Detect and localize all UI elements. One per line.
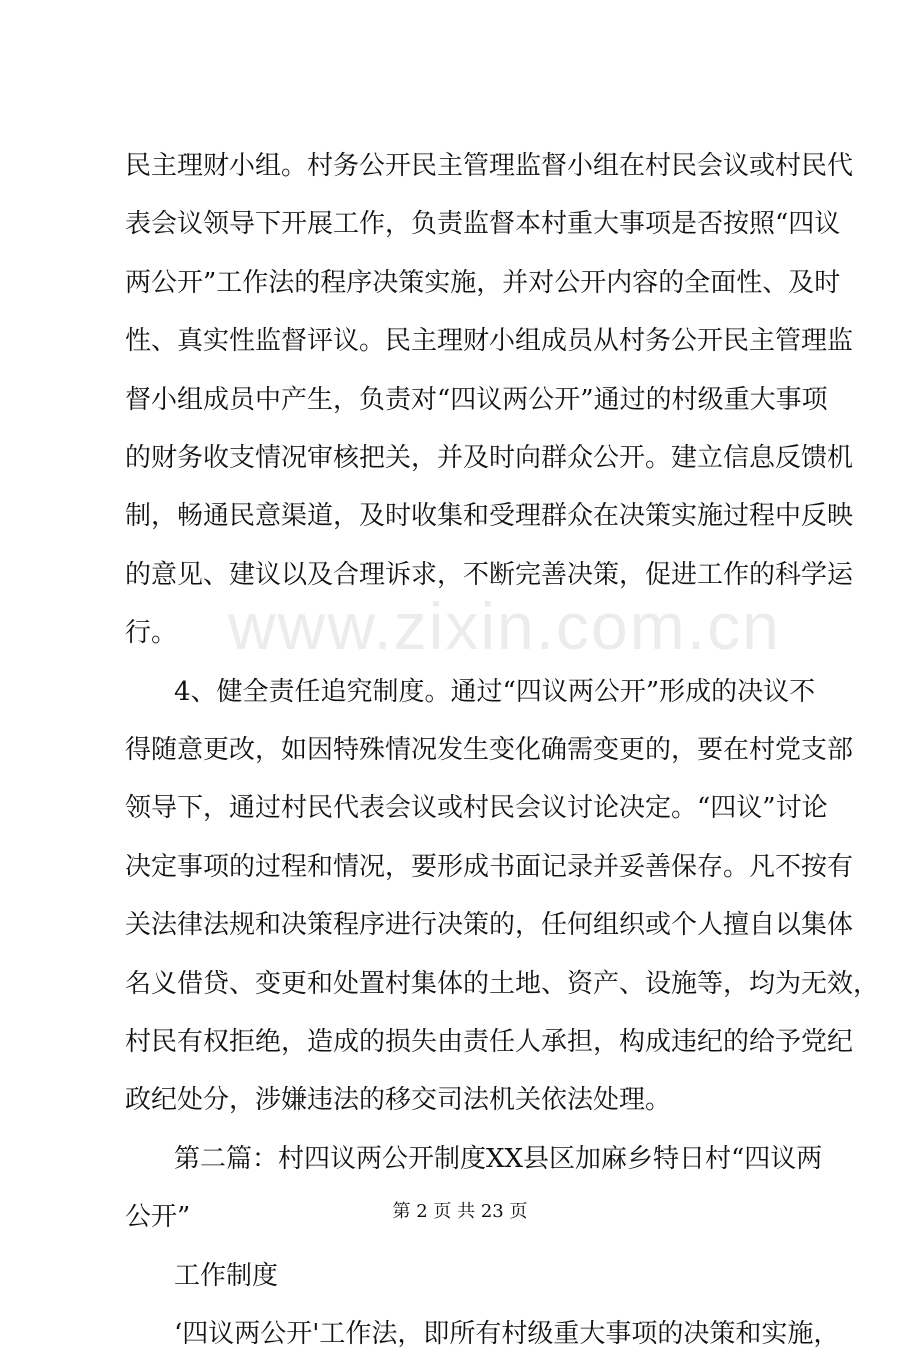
body-line-9: 行。 (125, 618, 178, 649)
body-line-last: ‘四议两公开'工作法，即所有村级重大事项的决策和实施， (174, 1319, 840, 1349)
section-title-line-1: 第二篇：村四议两公开制度XX县区加麻乡特日村“四议两 (174, 1143, 823, 1174)
page-footer: 第 2 页 共 23 页 (392, 1201, 528, 1222)
body-line-16: 村民有权拒绝，造成的损失由责任人承担，构成违纪的给予党纪 (125, 1027, 854, 1057)
body-line-12: 领导下，通过村民代表会议或村民会议讨论决定。“四议”讨论 (125, 793, 828, 824)
body-line-15: 名义借贷、变更和处置村集体的土地、资产、设施等，均为无效， (125, 968, 880, 999)
body-line-3: 两公开”工作法的程序决策实施，并对公开内容的全面性、及时 (125, 267, 841, 298)
body-line-1: 民主理财小组。村务公开民主管理监督小组在村民会议或村民代 (125, 151, 854, 181)
body-line-10: 4、健全责任追究制度。通过“四议两公开”形成的决议不 (174, 676, 816, 707)
body-line-11: 得随意更改，如因特殊情况发生变化确需变更的，要在村党支部 (125, 735, 854, 765)
body-line-17: 政纪处分，涉嫌违法的移交司法机关依法处理。 (125, 1085, 672, 1116)
watermark: www.zixin.com.cn (228, 589, 781, 663)
body-line-2: 表会议领导下开展工作，负责监督本村重大事项是否按照“四议 (125, 209, 841, 240)
body-line-14: 关法律法规和决策程序进行决策的，任何组织或个人擅自以集体 (125, 910, 854, 941)
section-title-line-2: 公开” (125, 1202, 191, 1233)
body-line-6: 的财务收支情况审核把关，并及时向群众公开。建立信息反馈机 (125, 443, 854, 473)
body-line-13: 决定事项的过程和情况，要形成书面记录并妥善保存。凡不按有 (125, 851, 854, 882)
body-line-8: 的意见、建议以及合理诉求，不断完善决策，促进工作的科学运 (125, 559, 854, 590)
body-line-4: 性、真实性监督评议。民主理财小组成员从村务公开民主管理监 (125, 326, 854, 357)
subheading: 工作制度 (174, 1260, 279, 1291)
body-line-7: 制，畅通民意渠道，及时收集和受理群众在决策实施过程中反映 (125, 501, 854, 532)
body-line-5: 督小组成员中产生，负责对“四议两公开”通过的村级重大事项 (125, 384, 828, 415)
